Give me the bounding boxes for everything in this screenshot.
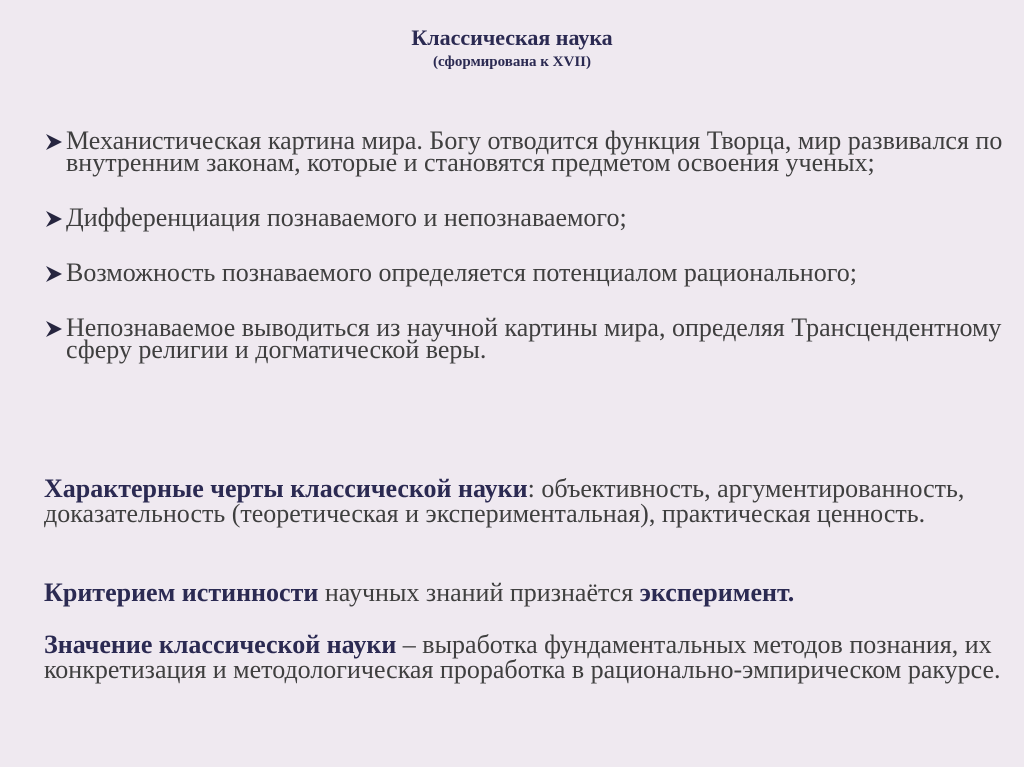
bullet-item <box>44 258 1004 287</box>
slide-title: Классическая наука <box>411 25 613 50</box>
bullet-list <box>44 126 1004 394</box>
significance-text: – выработка фундаментальных методов познания, их конкретизация и методологическая проработка в рационально-эмпирическом ракурсе. <box>44 630 1001 684</box>
bullet-text: Дифференциация познаваемого и непознаваемого; <box>66 203 627 232</box>
significance-label: Значение классической науки <box>44 630 397 659</box>
features-paragraph <box>44 476 1014 526</box>
arrowhead-bullet-icon <box>44 131 64 153</box>
criterion-label: Критерием истинности <box>44 578 319 607</box>
bullet-text: Возможность познаваемого определяется потенциалом рационального; <box>66 258 857 287</box>
arrowhead-bullet-icon <box>44 318 64 340</box>
title-block <box>0 24 1024 72</box>
slide-subtitle: (сформирована к XVII) <box>433 54 591 70</box>
significance-paragraph <box>44 632 1014 682</box>
bullet-item <box>44 203 1004 232</box>
features-text: : объективность, аргументированность, доказательность (теоретическая и экспериментальная), практическая ценность. <box>44 474 965 528</box>
criterion-text: научных знаний признаётся <box>318 578 640 607</box>
bullet-text: Непознаваемое выводиться из научной картины мира, определяя Трансцендентному сферу религии и догматической веры. <box>66 313 1002 364</box>
arrowhead-bullet-icon <box>44 208 64 230</box>
bullet-item <box>44 126 1004 177</box>
bullet-item <box>44 313 1004 364</box>
arrowhead-bullet-icon <box>44 263 64 285</box>
criterion-value: эксперимент. <box>639 578 795 607</box>
criterion-paragraph <box>44 580 1014 605</box>
bullet-text: Механистическая картина мира. Богу отводится функция Творца, мир развивался по внутренним законам, которые и становятся предметом освоения ученых; <box>66 126 1003 177</box>
features-label: Характерные черты классической науки <box>44 474 528 503</box>
